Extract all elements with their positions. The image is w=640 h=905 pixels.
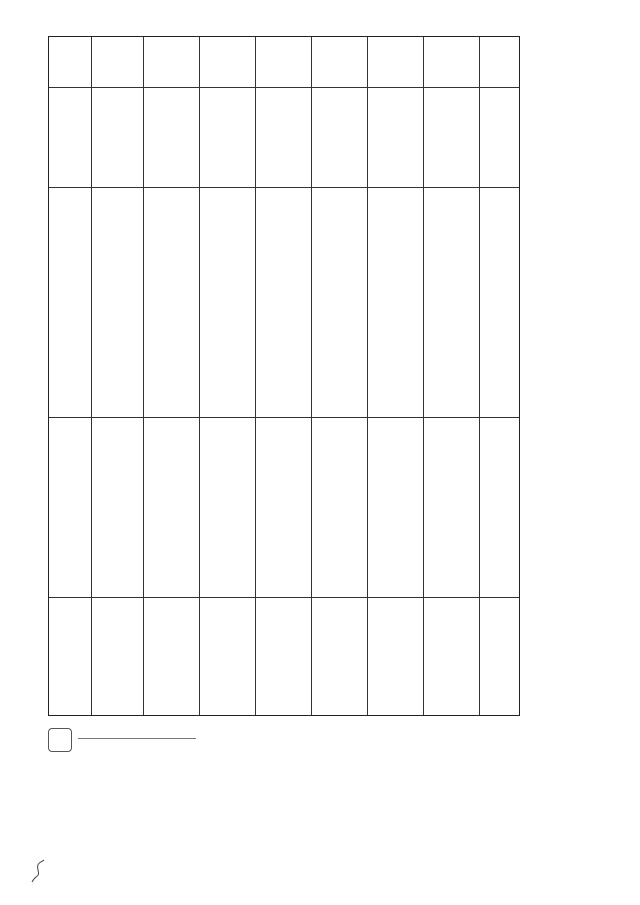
table-column-divider	[423, 37, 424, 715]
table-row-divider	[49, 417, 519, 418]
table-row-divider	[49, 87, 519, 88]
table-column-divider	[255, 37, 256, 715]
budget-table	[48, 36, 520, 716]
table-row-divider	[49, 187, 519, 188]
table-column-divider	[199, 37, 200, 715]
stamp-line	[78, 738, 196, 739]
table-column-divider	[91, 37, 92, 715]
handwritten-mark-icon	[28, 856, 48, 886]
table-column-divider	[311, 37, 312, 715]
table-column-divider	[479, 37, 480, 715]
table-row-divider	[49, 597, 519, 598]
table-column-divider	[143, 37, 144, 715]
stamp-emblem-icon	[48, 728, 72, 752]
table-column-divider	[367, 37, 368, 715]
registration-stamp	[48, 726, 198, 754]
